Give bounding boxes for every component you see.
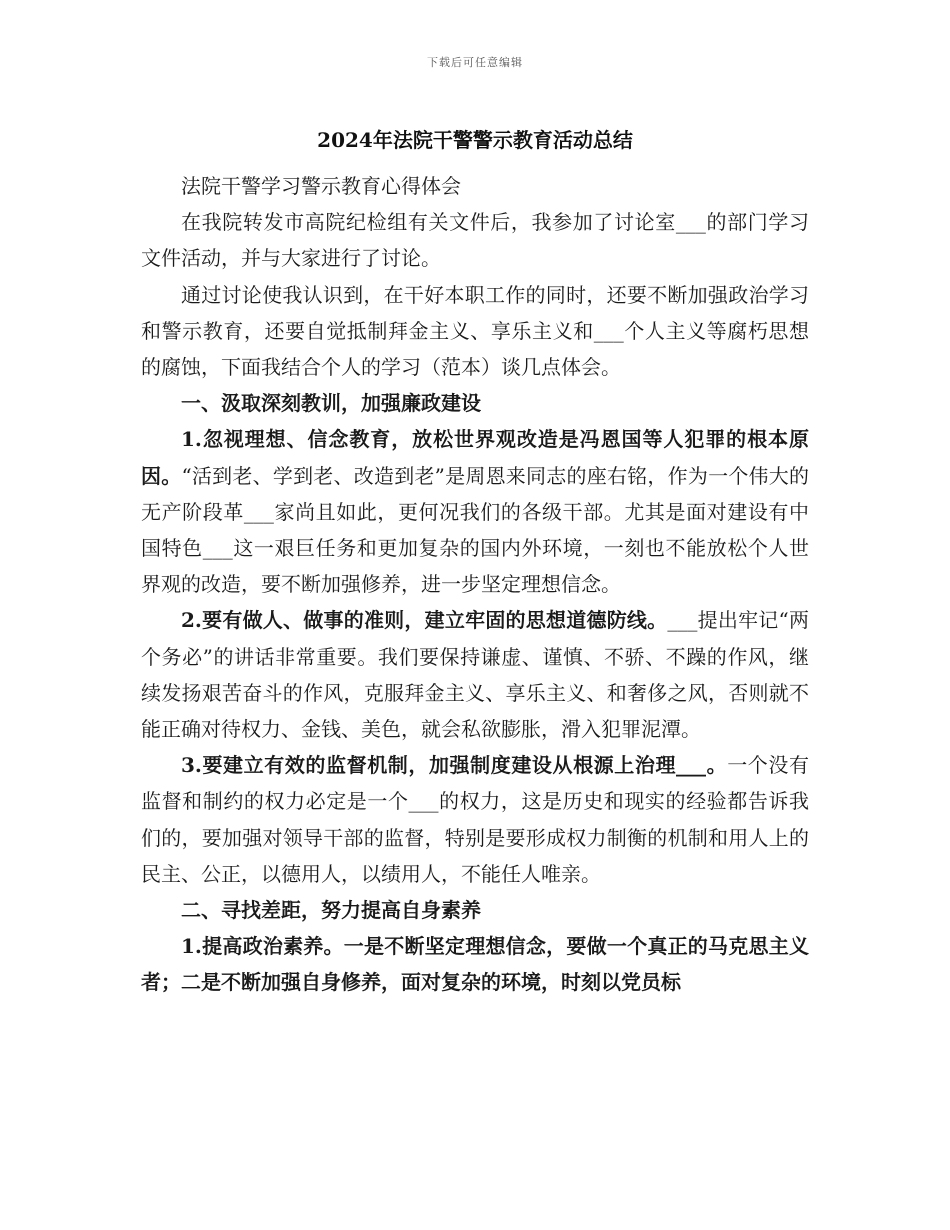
paragraph-text: 一个没有监督和制约的权力必定是一个___的权力，这是历史和现实的经验都告诉我们的，要加强对领导干部的监督，特别是要形成权力制衡的机制和用人上的民主、公正，以德用人，以绩用人，不能任人唯亲。 <box>141 753 809 886</box>
paragraph-text: 在我院转发市高院纪检组有关文件后，我参加了讨论室___的部门学习文件活动，并与大家进行了讨论。 <box>141 210 809 271</box>
paragraph-text: “活到老、学到老、改造到老”是周恩来同志的座右铭，作为一个伟大的无产阶段革___家尚且如此，更何况我们的各级干部。尤其是面对建设有中国特色___这一艰巨任务和更加复杂的国内外环境，一刻也不能放松个人世界观的改造，要不断加强修养，进一步坚定理想信念。 <box>141 463 810 597</box>
document-title: 2024年法院干警警示教育活动总结 <box>317 128 633 152</box>
section-heading <box>141 892 809 928</box>
paragraph-text: 法院干警学习警示教育心得体会 <box>181 174 461 198</box>
body-paragraph <box>141 928 809 1000</box>
body-paragraph <box>141 602 809 747</box>
paragraph-lead: 1.提高政治素养。 <box>181 934 344 959</box>
heading-text: 二、寻找差距，努力提高自身素养 <box>181 898 481 923</box>
heading-text: 一、汲取深刻教训，加强廉政建设 <box>181 391 481 416</box>
body-paragraph <box>141 747 809 892</box>
page-header-note: 下载后可任意编辑 <box>427 56 523 69</box>
paragraph-lead: 1.忽视理想、信念教育，放松世界观改造是冯恩国等人犯罪的根本原因。 <box>141 427 809 488</box>
section-heading <box>141 385 809 421</box>
paragraph-text: ___提出牢记“两个务必”的讲话非常重要。我们要保持谦虚、谨慎、不骄、不躁的作风，继续发扬艰苦奋斗的作风，克服拜金主义、享乐主义、和奢侈之风，否则就不能正确对待权力、金钱、美色，就会私欲膨胀，滑入犯罪泥潭。 <box>141 608 809 742</box>
paragraph-lead: 3.要建立有效的监督机制，加强制度建设从根源上治理___。 <box>181 753 728 778</box>
paragraph-lead-continued: 一是不断坚定理想信念，要做一个真正的马克思主义者；二是不断加强自身修养，面对复杂的环境，时刻以党员标 <box>141 934 809 995</box>
paragraph-lead: 2.要有做人、做事的准则，建立牢固的思想道德防线。 <box>181 608 668 633</box>
body-paragraph <box>141 421 809 602</box>
body-paragraph <box>141 204 809 276</box>
body-paragraph <box>141 277 809 386</box>
subtitle-paragraph <box>141 168 809 204</box>
paragraph-text: 通过讨论使我认识到，在干好本职工作的同时，还要不断加强政治学习和警示教育，还要自觉抵制拜金主义、享乐主义和___个人主义等腐朽思想的腐蚀，下面我结合个人的学习（范本）谈几点体会。 <box>141 282 809 380</box>
document-body <box>141 168 809 1001</box>
